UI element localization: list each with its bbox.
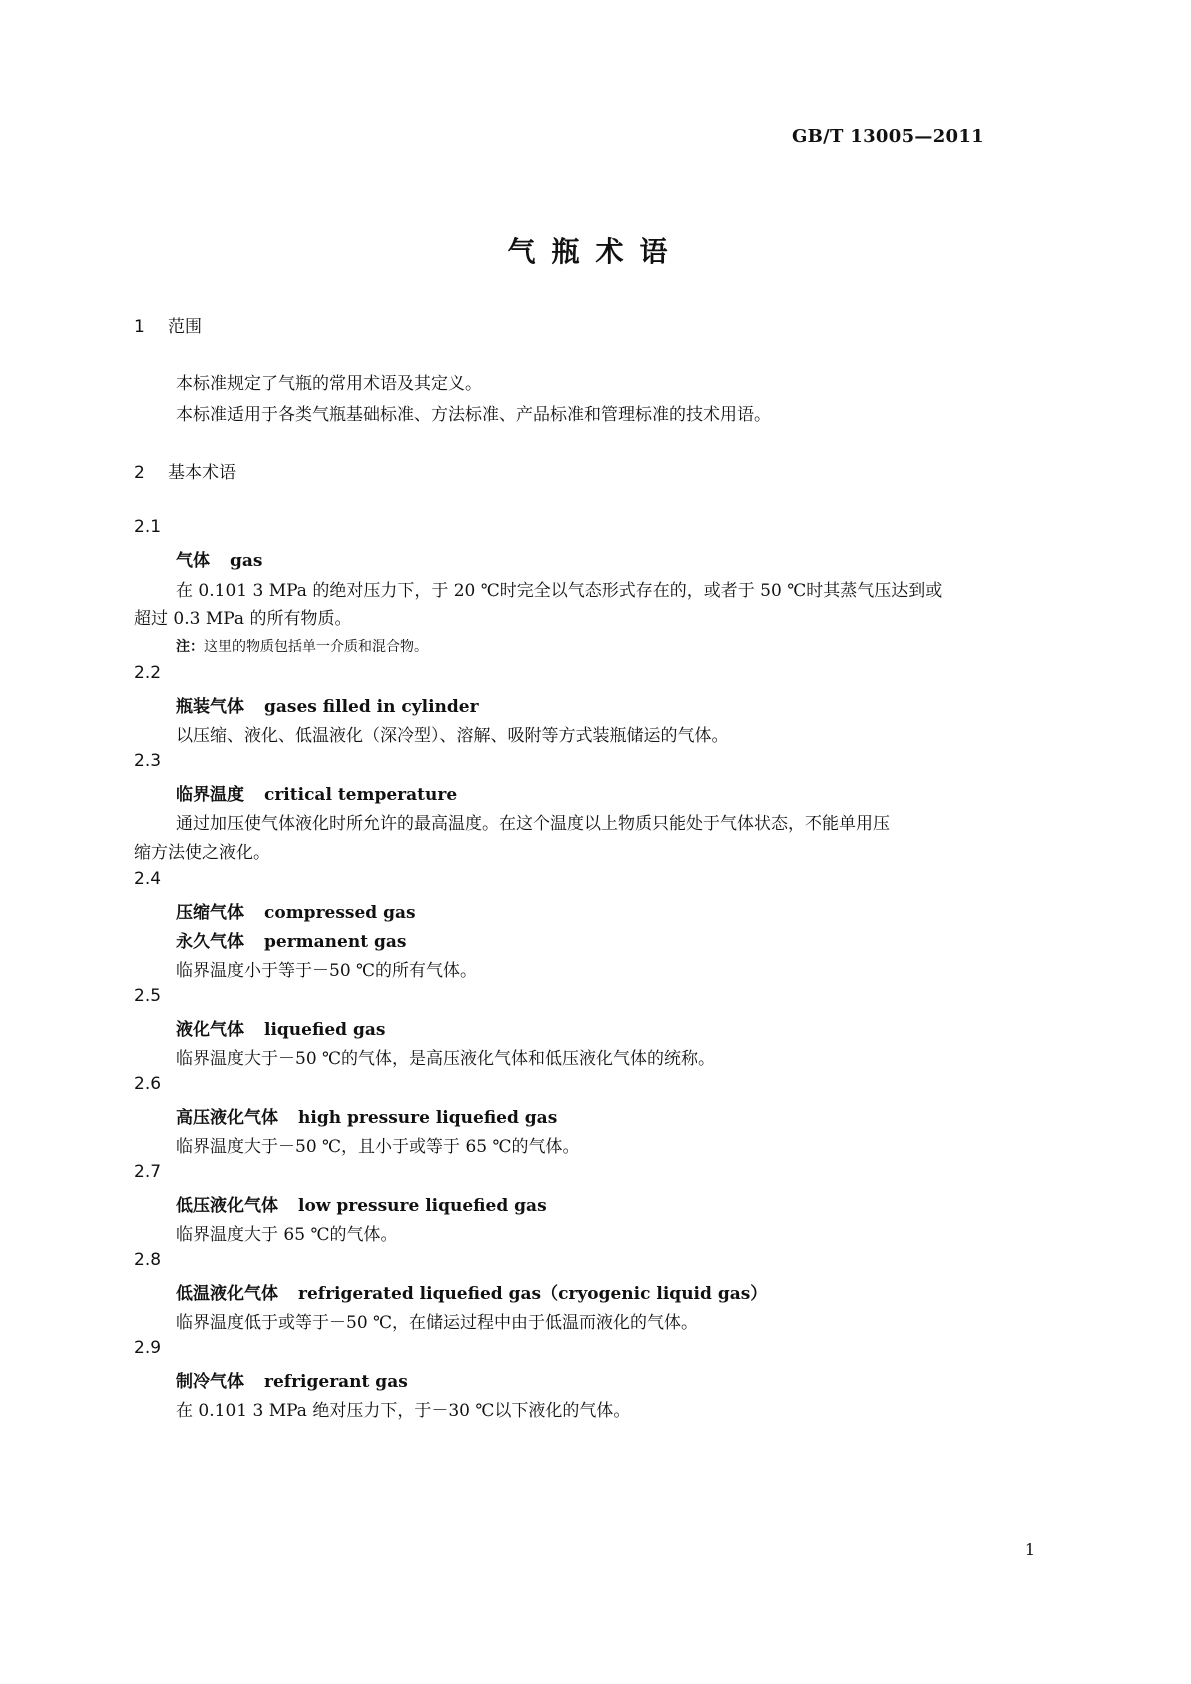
term-chinese: 液化气体	[176, 1020, 244, 1040]
term-definition-continued: 超过 0.3 MPa 的所有物质。	[134, 609, 352, 629]
term-chinese: 高压液化气体	[176, 1108, 278, 1128]
term-chinese: 永久气体	[176, 932, 244, 952]
term-number: 2.7	[134, 1162, 162, 1182]
term-entry	[176, 780, 457, 805]
section-number: 1	[134, 317, 145, 337]
term-english: compressed gas	[264, 903, 416, 923]
term-definition: 以压缩、液化、低温液化（深冷型）、溶解、吸附等方式装瓶储运的气体。	[176, 726, 729, 746]
note-label: 注：	[176, 639, 204, 655]
term-number: 2.8	[134, 1250, 162, 1270]
term-entry	[176, 1279, 767, 1304]
term-english: permanent gas	[264, 932, 407, 952]
term-english: gas	[230, 551, 263, 571]
term-english: critical temperature	[264, 785, 458, 805]
term-entry	[176, 898, 416, 923]
term-definition: 在 0.101 3 MPa 绝对压力下，于－30 ℃以下液化的气体。	[176, 1401, 631, 1421]
term-entry	[176, 1103, 557, 1128]
term-definition: 临界温度小于等于－50 ℃的所有气体。	[176, 961, 478, 981]
term-entry-synonym	[176, 927, 406, 952]
term-entry	[176, 1367, 408, 1392]
term-definition: 临界温度低于或等于－50 ℃，在储运过程中由于低温而液化的气体。	[176, 1313, 699, 1333]
term-english: liquefied gas	[264, 1020, 386, 1040]
term-chinese: 压缩气体	[176, 903, 244, 923]
section-title: 范围	[168, 317, 202, 337]
term-number: 2.3	[134, 751, 162, 771]
section-number: 2	[134, 463, 145, 483]
term-definition-continued: 缩方法使之液化。	[134, 843, 270, 863]
term-definition: 临界温度大于－50 ℃，且小于或等于 65 ℃的气体。	[176, 1137, 580, 1157]
term-entry	[176, 1191, 547, 1216]
paragraph: 本标准适用于各类气瓶基础标准、方法标准、产品标准和管理标准的技术用语。	[176, 405, 771, 425]
section-title: 基本术语	[168, 463, 236, 483]
term-number: 2.1	[134, 517, 162, 537]
term-entry	[176, 546, 262, 571]
page-number: 1	[1024, 1540, 1035, 1559]
term-english: refrigerated liquefied gas（cryogenic liquid gas）	[298, 1284, 768, 1304]
paragraph: 本标准规定了气瓶的常用术语及其定义。	[176, 374, 482, 394]
term-chinese: 临界温度	[176, 785, 244, 805]
term-chinese: 气体	[176, 551, 210, 571]
term-note	[176, 636, 428, 656]
term-number: 2.2	[134, 663, 162, 683]
term-chinese: 制冷气体	[176, 1372, 244, 1392]
term-english: high pressure liquefied gas	[298, 1108, 558, 1128]
term-english: gases filled in cylinder	[264, 697, 479, 717]
document-title: 气瓶术语	[507, 235, 684, 268]
term-chinese: 低压液化气体	[176, 1196, 278, 1216]
standard-number: GB/T 13005—2011	[791, 126, 984, 147]
term-entry	[176, 1015, 385, 1040]
term-chinese: 瓶装气体	[176, 697, 244, 717]
term-definition: 通过加压使气体液化时所允许的最高温度。在这个温度以上物质只能处于气体状态，不能单用压	[176, 814, 890, 834]
term-number: 2.5	[134, 986, 162, 1006]
term-definition: 临界温度大于－50 ℃的气体，是高压液化气体和低压液化气体的统称。	[176, 1049, 716, 1069]
term-number: 2.4	[134, 869, 162, 889]
term-chinese: 低温液化气体	[176, 1284, 278, 1304]
term-entry	[176, 692, 479, 717]
term-definition: 临界温度大于 65 ℃的气体。	[176, 1225, 398, 1245]
section-heading-scope	[134, 312, 202, 337]
term-definition: 在 0.101 3 MPa 的绝对压力下，于 20 ℃时完全以气态形式存在的，或者于 50 ℃时其蒸气压达到或	[176, 581, 943, 601]
term-english: refrigerant gas	[264, 1372, 408, 1392]
term-number: 2.6	[134, 1074, 162, 1094]
note-text: 这里的物质包括单一介质和混合物。	[204, 639, 428, 655]
term-english: low pressure liquefied gas	[298, 1196, 547, 1216]
term-number: 2.9	[134, 1338, 162, 1358]
section-heading-basic-terms	[134, 458, 236, 483]
